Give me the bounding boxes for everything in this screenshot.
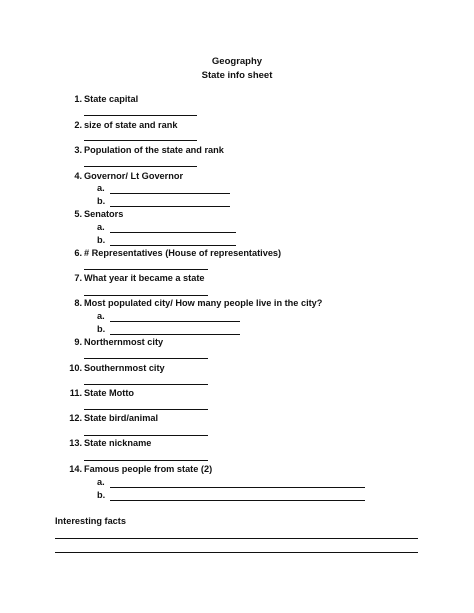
section-heading: Interesting facts — [55, 516, 126, 526]
question-text: Northernmost city — [84, 337, 164, 347]
question-number: 7. — [74, 273, 82, 283]
question-text: Southernmost city — [84, 363, 165, 373]
question-text: size of state and rank — [84, 120, 178, 130]
answer-line[interactable] — [84, 358, 208, 359]
answer-line[interactable] — [110, 487, 365, 488]
answer-line[interactable] — [110, 193, 230, 194]
question-text: Most populated city/ How many people live in the city? — [84, 298, 323, 308]
question-text: Population of the state and rank — [84, 145, 224, 155]
question-number: 6. — [74, 248, 82, 258]
question-number: 5. — [74, 209, 82, 219]
sub-item-label: b. — [97, 490, 106, 500]
question-text: Governor/ Lt Governor — [84, 171, 184, 181]
sub-item-label: b. — [97, 196, 106, 206]
sub-item-label: a. — [97, 477, 105, 487]
question-number: 2. — [74, 120, 82, 130]
question-text: State bird/animal — [84, 413, 159, 423]
question-number: 9. — [74, 337, 82, 347]
answer-line[interactable] — [84, 269, 208, 270]
answer-line[interactable] — [84, 409, 208, 410]
sub-item-label: b. — [97, 235, 106, 245]
question-number: 11. — [69, 388, 82, 398]
question-number: 8. — [74, 298, 82, 308]
question-text: Famous people from state (2) — [84, 464, 213, 474]
answer-line[interactable] — [84, 435, 208, 436]
question-text: # Representatives (House of representatives) — [84, 248, 282, 258]
question-number: 13. — [69, 438, 82, 448]
question-number: 4. — [74, 171, 82, 181]
answer-line[interactable] — [84, 166, 197, 167]
facts-line[interactable] — [55, 538, 418, 539]
page-title: Geography — [211, 56, 263, 67]
answer-line[interactable] — [84, 140, 197, 141]
answer-line[interactable] — [110, 245, 236, 246]
answer-line[interactable] — [110, 500, 365, 501]
question-text: State Motto — [84, 388, 135, 398]
answer-line[interactable] — [110, 206, 230, 207]
answer-line[interactable] — [84, 460, 208, 461]
question-number: 14. — [69, 464, 82, 474]
answer-line[interactable] — [84, 115, 197, 116]
sub-item-label: a. — [97, 183, 105, 193]
answer-line[interactable] — [110, 334, 240, 335]
question-text: Senators — [84, 209, 124, 219]
answer-line[interactable] — [110, 321, 240, 322]
answer-line[interactable] — [84, 384, 208, 385]
question-text: What year it became a state — [84, 273, 205, 283]
question-number: 12. — [69, 413, 82, 423]
answer-line[interactable] — [84, 295, 208, 296]
facts-line[interactable] — [55, 552, 418, 553]
question-number: 3. — [74, 145, 82, 155]
question-number: 10. — [69, 363, 82, 373]
sub-item-label: b. — [97, 324, 106, 334]
sub-item-label: a. — [97, 222, 105, 232]
page-subtitle: State info sheet — [201, 70, 273, 81]
question-number: 1. — [74, 94, 82, 104]
sub-item-label: a. — [97, 311, 105, 321]
answer-line[interactable] — [110, 232, 236, 233]
question-text: State nickname — [84, 438, 152, 448]
question-text: State capital — [84, 94, 139, 104]
